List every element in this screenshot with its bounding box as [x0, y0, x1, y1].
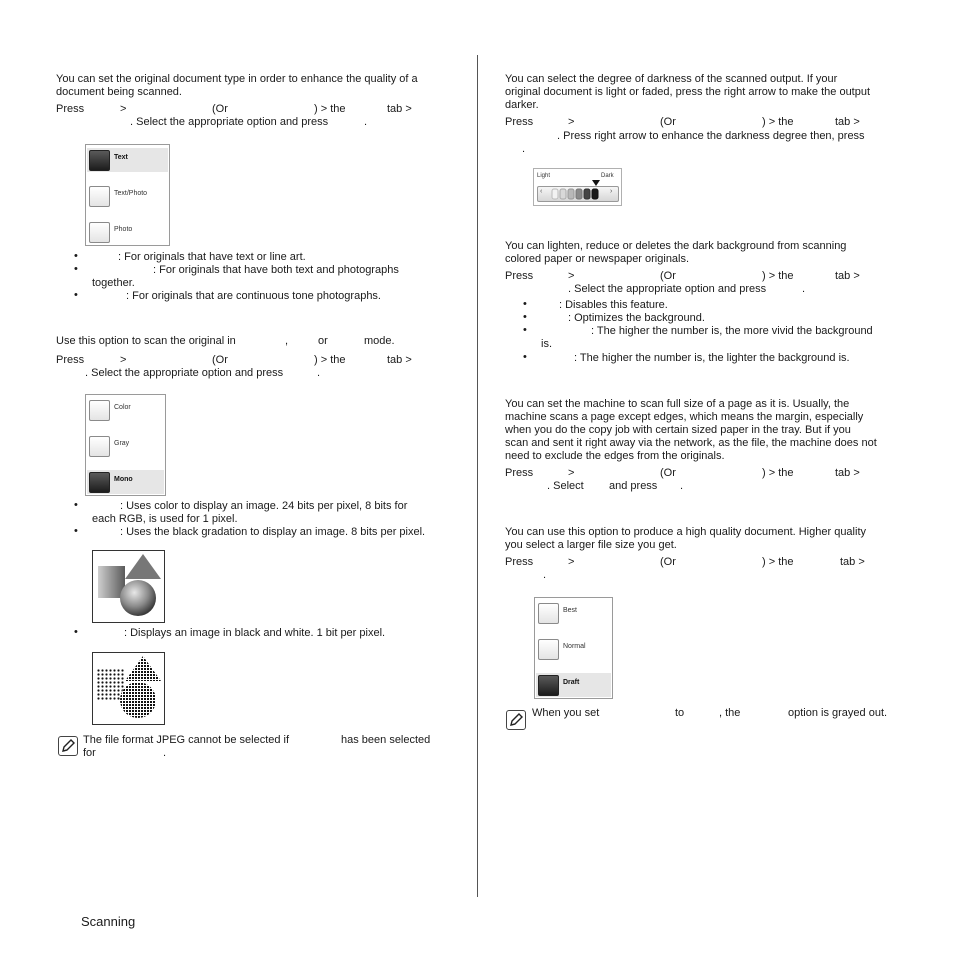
- edge-intro-line2: machine scans a page except edges, which means the margin, especially: [505, 411, 864, 423]
- note-jpeg-line1: The file format JPEG cannot be selected if: [83, 734, 290, 746]
- press-step-2-or: (Or: [212, 354, 228, 366]
- note-pencil-icon: [506, 710, 526, 730]
- option-gray[interactable]: [87, 434, 164, 458]
- press-step-6-start: Press: [505, 556, 534, 568]
- option-text-label: Text: [114, 154, 128, 161]
- option-normal-label: Normal: [563, 643, 586, 650]
- mono-sample-image: [92, 652, 165, 725]
- background-intro-line1: You can lighten, reduce or deletes the dark background from scanning: [505, 240, 847, 252]
- press-step-6-the: ) > the: [762, 556, 794, 568]
- original-type-intro-line1: You can set the original document type in order to enhance the quality of a: [56, 73, 418, 85]
- option-best-box: [538, 603, 559, 624]
- option-mono[interactable]: [87, 470, 164, 494]
- press-step-3-or: (Or: [660, 116, 676, 128]
- press-step-3-gt: >: [568, 116, 575, 128]
- option-text-photo[interactable]: [87, 184, 168, 208]
- press-step-2-tab: tab >: [387, 354, 412, 366]
- bullet-text-desc: : For originals that have text or line art.: [118, 251, 306, 263]
- press-step-3-tab: tab >: [835, 116, 860, 128]
- light-label: Light: [537, 173, 551, 179]
- option-normal[interactable]: [536, 637, 611, 661]
- note-quality-part1: When you set: [532, 707, 600, 719]
- press-step-5-period: .: [680, 480, 684, 492]
- darkness-intro-line1: You can select the degree of darkness of the scanned output. If your: [505, 73, 838, 85]
- bullet-dot: •: [74, 263, 78, 275]
- option-gray-box: [89, 436, 110, 457]
- gray-sample-image: [92, 550, 165, 623]
- option-mono-label: Mono: [114, 476, 133, 483]
- press-step-1-select: . Select the appropriate option and press: [130, 116, 329, 128]
- press-step-1-start: Press: [56, 103, 85, 115]
- note-quality-part2: to: [675, 707, 685, 719]
- press-step-3-period: .: [522, 143, 526, 155]
- bullet-color-desc: : Uses color to display an image. 24 bits per pixel, 8 bits for: [120, 500, 408, 512]
- press-step-3-the: ) > the: [762, 116, 794, 128]
- bullet-auto-desc: : Optimizes the background.: [568, 312, 705, 324]
- bullet-dot: •: [74, 499, 78, 511]
- note-jpeg-line1b: has been selected: [341, 734, 431, 746]
- option-mono-box: [89, 472, 110, 493]
- color-mode-comma: ,: [285, 335, 289, 347]
- press-step-1-or: (Or: [212, 103, 228, 115]
- option-normal-box: [538, 639, 559, 660]
- note-pencil-icon: [58, 736, 78, 756]
- note-jpeg-line2b: .: [163, 747, 167, 759]
- option-color-box: [89, 400, 110, 421]
- option-gray-label: Gray: [114, 440, 130, 447]
- option-text-box: [89, 150, 110, 171]
- press-step-4-period: .: [802, 283, 806, 295]
- option-photo[interactable]: [87, 220, 168, 244]
- option-text-photo-label: Text/Photo: [114, 190, 148, 197]
- option-draft[interactable]: [536, 673, 611, 697]
- press-step-2-select: . Select the appropriate option and press: [85, 367, 284, 379]
- press-step-1-period: .: [364, 116, 368, 128]
- option-best-label: Best: [563, 607, 578, 614]
- dark-label: Dark: [601, 173, 614, 179]
- option-photo-label: Photo: [114, 226, 133, 233]
- color-mode-or: or: [318, 335, 328, 347]
- bullet-dot: •: [74, 525, 78, 537]
- press-step-2-the: ) > the: [314, 354, 346, 366]
- quality-intro-line2: you select a larger file size you get.: [505, 539, 677, 551]
- press-step-4-tab: tab >: [835, 270, 860, 282]
- press-step-4-the: ) > the: [762, 270, 794, 282]
- bullet-mono-desc: : Displays an image in black and white. 1 bit per pixel.: [124, 627, 386, 639]
- bullet-dot: •: [74, 626, 78, 638]
- note-quality-part3: , the: [719, 707, 741, 719]
- column-divider: [477, 55, 478, 897]
- press-step-5-select: . Select: [547, 480, 584, 492]
- darkness-track[interactable]: [537, 186, 619, 202]
- option-best[interactable]: [536, 601, 611, 625]
- bullet-dot: •: [523, 324, 527, 336]
- press-step-1-the: ) > the: [314, 103, 346, 115]
- color-mode-intro: Use this option to scan the original in: [56, 335, 236, 347]
- note-quality-part4: option is grayed out.: [788, 707, 888, 719]
- press-step-6-tab: tab >: [840, 556, 865, 568]
- bullet-dot: •: [523, 351, 527, 363]
- edge-intro-line5: need to exclude the edges from the originals.: [505, 450, 725, 462]
- press-step-3-start: Press: [505, 116, 534, 128]
- bullet-color-desc-2: each RGB, is used for 1 pixel.: [92, 513, 238, 525]
- edge-intro-line3: when you do the copy job with certain sized paper in the tray. But if you: [505, 424, 851, 436]
- option-draft-box: [538, 675, 559, 696]
- original-type-intro-line2: document being scanned.: [56, 86, 182, 98]
- bullet-dot: •: [523, 298, 527, 310]
- note-jpeg-line2: for: [83, 747, 96, 759]
- press-step-4-gt: >: [568, 270, 575, 282]
- press-step-6-period: .: [543, 569, 547, 581]
- press-step-6-or: (Or: [660, 556, 676, 568]
- option-color[interactable]: [87, 398, 164, 422]
- bullet-text-photo-desc: : For originals that have both text and photographs: [153, 264, 399, 276]
- option-text[interactable]: [87, 148, 168, 172]
- option-photo-box: [89, 222, 110, 243]
- press-step-5-gt: >: [568, 467, 575, 479]
- darkness-intro-line2: original document is light or faded, press the right arrow to make the output: [505, 86, 871, 98]
- press-step-4-start: Press: [505, 270, 534, 282]
- bullet-off-desc: : Disables this feature.: [559, 299, 668, 311]
- color-mode-mode: mode.: [364, 335, 395, 347]
- press-step-1-tab: tab >: [387, 103, 412, 115]
- background-intro-line2: colored paper or newspaper originals.: [505, 253, 690, 265]
- bullet-dot: •: [74, 250, 78, 262]
- footer-section-title: Scanning: [81, 914, 136, 929]
- bullet-enhance-desc: : The higher the number is, the more vivid the background: [591, 325, 873, 337]
- press-step-3-instr: . Press right arrow to enhance the darkness degree then, press: [557, 130, 865, 142]
- press-step-5-or: (Or: [660, 467, 676, 479]
- original-type-panel: [85, 144, 170, 246]
- press-step-6-gt: >: [568, 556, 575, 568]
- press-step-5-start: Press: [505, 467, 534, 479]
- option-draft-label: Draft: [563, 679, 580, 686]
- press-step-2-start: Press: [56, 354, 85, 366]
- press-step-5-and-press: and press: [609, 480, 658, 492]
- option-color-label: Color: [114, 404, 131, 411]
- arrow-left-icon[interactable]: ‹: [540, 188, 543, 195]
- quality-intro-line1: You can use this option to produce a high quality document. Higher quality: [505, 526, 866, 538]
- arrow-right-icon[interactable]: ›: [610, 188, 613, 195]
- darkness-intro-line3: darker.: [505, 99, 539, 111]
- press-step-4-or: (Or: [660, 270, 676, 282]
- bullet-dot: •: [74, 289, 78, 301]
- bullet-text-photo-desc-2: together.: [92, 277, 135, 289]
- slider-pointer-icon: [592, 180, 600, 186]
- option-text-photo-box: [89, 186, 110, 207]
- bullet-enhance-desc-2: is.: [541, 338, 552, 350]
- quality-panel: [534, 597, 613, 699]
- press-step-5-the: ) > the: [762, 467, 794, 479]
- darkness-slider-panel: [533, 168, 622, 206]
- edge-intro-line4: scan and sent it right away via the network, as the file, the machine does not: [505, 437, 877, 449]
- bullet-photo-desc: : For originals that are continuous tone photographs.: [126, 290, 381, 302]
- press-step-2-period: .: [317, 367, 321, 379]
- press-step-4-select: . Select the appropriate option and press: [568, 283, 767, 295]
- bullet-dot: •: [523, 311, 527, 323]
- bullet-gray-desc: : Uses the black gradation to display an image. 8 bits per pixel.: [120, 526, 426, 538]
- bullet-erase-desc: : The higher the number is, the lighter the background is.: [574, 352, 850, 364]
- press-step-5-tab: tab >: [835, 467, 860, 479]
- press-step-2-gt: >: [120, 354, 127, 366]
- color-mode-panel: [85, 394, 166, 496]
- press-step-1-gt: >: [120, 103, 127, 115]
- edge-intro-line1: You can set the machine to scan full size of a page as it is. Usually, the: [505, 398, 850, 410]
